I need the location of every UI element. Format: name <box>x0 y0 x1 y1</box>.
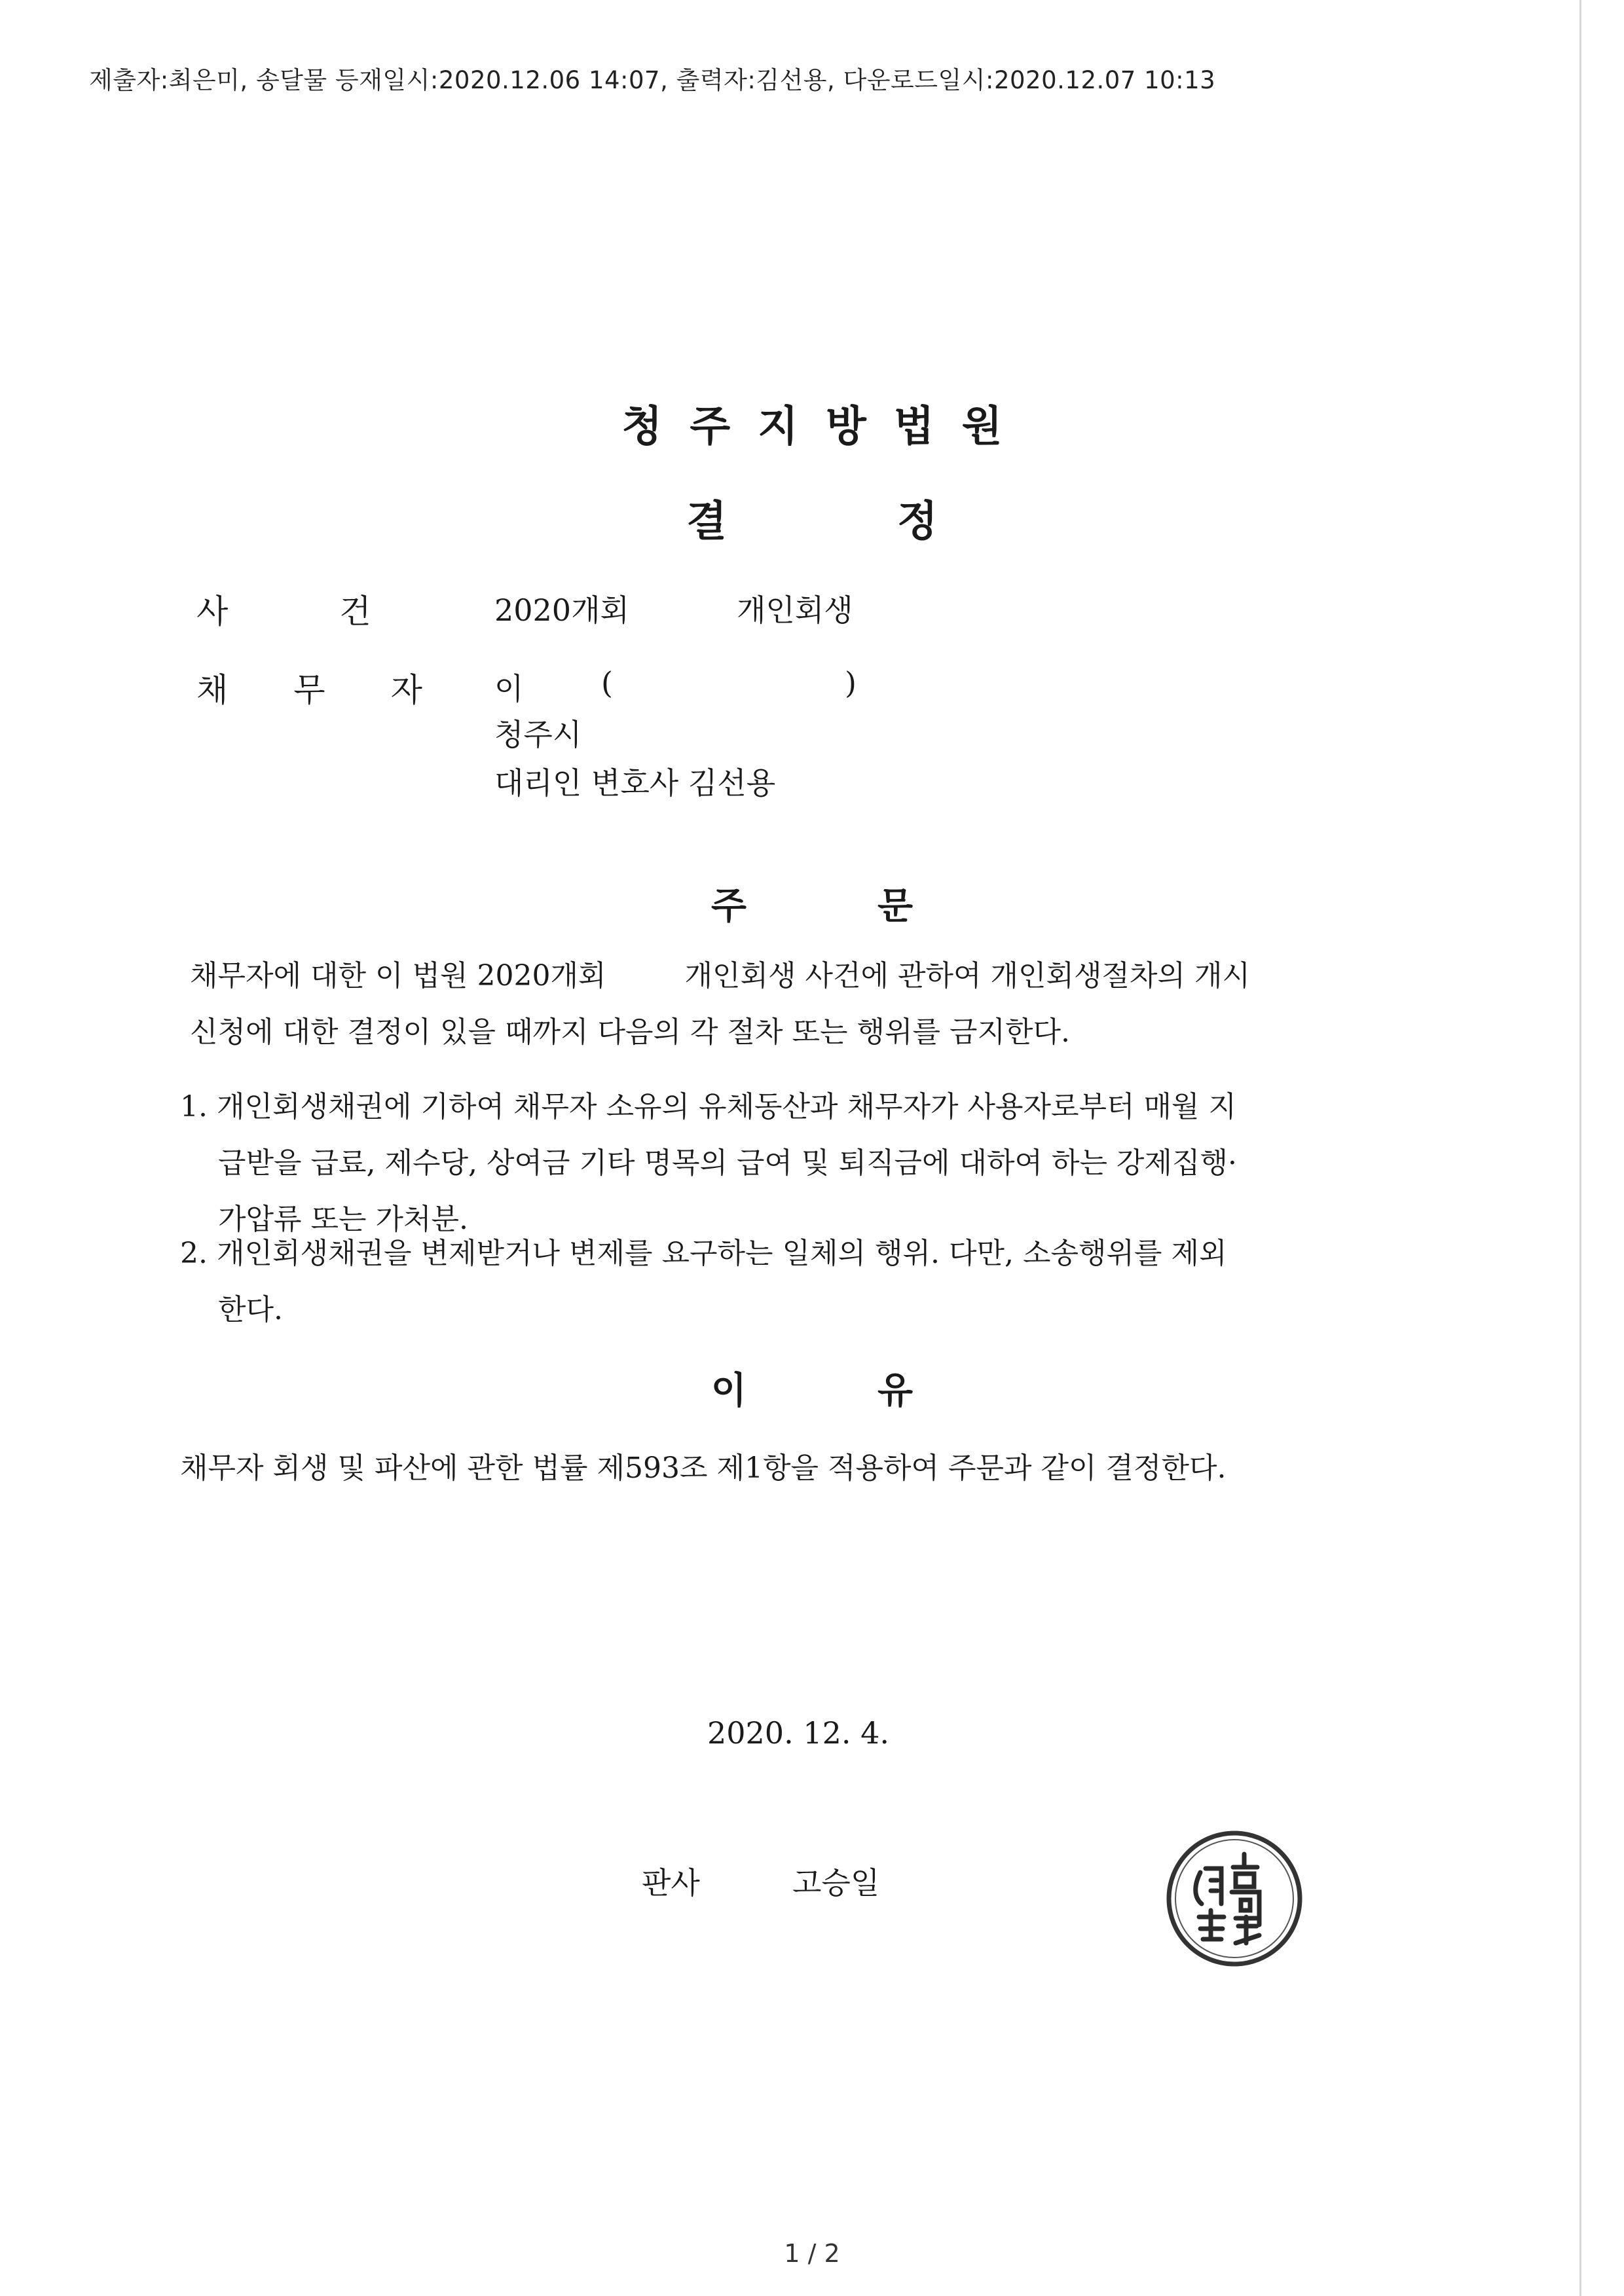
submission-info-header: 제출자:최은미, 송달물 등재일시:2020.12.06 14:07, 출력자:김선용, 다운로드일시:2020.12.07 10:13 <box>89 66 1216 94</box>
document-title: 결정 <box>686 498 1108 546</box>
debtor-paren-close: ) <box>845 665 857 701</box>
decision-date: 2020. 12. 4. <box>707 1715 889 1751</box>
debtor-label: 채무자 <box>196 671 488 709</box>
order-item-number: 2. <box>180 1237 208 1270</box>
order-item-1 <box>180 1079 1457 1248</box>
case-number: 2020개회 <box>494 592 629 628</box>
order-item-2 <box>180 1226 1457 1338</box>
order-item-text: 개인회생채권에 기하여 채무자 소유의 유체동산과 채무자가 사용자로부터 매월 지 <box>216 1090 1237 1123</box>
debtor-agent: 대리인 변호사 김선용 <box>494 765 776 801</box>
order-intro <box>190 948 1467 1061</box>
case-label: 사건 <box>196 592 483 630</box>
order-item-text: 가압류 또는 가처분. <box>218 1203 468 1236</box>
order-intro-line1-b: 개인회생 사건에 관하여 개인회생절차의 개시 <box>684 959 1250 993</box>
debtor-paren-open: ( <box>601 665 613 701</box>
order-title: 주문 <box>710 885 1044 928</box>
reason-title: 이유 <box>710 1370 1044 1412</box>
order-item-number: 1. <box>180 1090 208 1123</box>
order-intro-line2: 신청에 대한 결정이 있을 때까지 다음의 각 절차 또는 행위를 금지한다. <box>190 1015 1070 1049</box>
reason-text: 채무자 회생 및 파산에 관한 법률 제593조 제1항을 적용하여 주문과 같이 결정한다. <box>180 1451 1227 1485</box>
court-name: 청주지방법원 <box>621 403 1030 451</box>
order-item-text: 급받을 급료, 제수당, 상여금 기타 명목의 급여 및 퇴직금에 대하여 하는 강제집행· <box>218 1146 1237 1180</box>
judge-name: 고승일 <box>792 1865 880 1901</box>
page-number: 1 / 2 <box>784 2239 840 2268</box>
judge-label: 판사 <box>642 1865 700 1901</box>
order-item-text: 개인회생채권을 변제받거나 변제를 요구하는 일체의 행위. 다만, 소송행위를 제외 <box>216 1237 1227 1270</box>
seal-icon <box>1162 1827 1306 1971</box>
scan-margin-line <box>1579 0 1581 2296</box>
order-item-text: 한다. <box>218 1293 283 1326</box>
order-intro-line1-a: 채무자에 대한 이 법원 2020개회 <box>190 959 606 993</box>
judge-seal <box>1162 1827 1306 1971</box>
debtor-address: 청주시 <box>494 717 582 752</box>
debtor-name: 이 <box>494 671 524 706</box>
case-type: 개인회생 <box>737 592 853 628</box>
